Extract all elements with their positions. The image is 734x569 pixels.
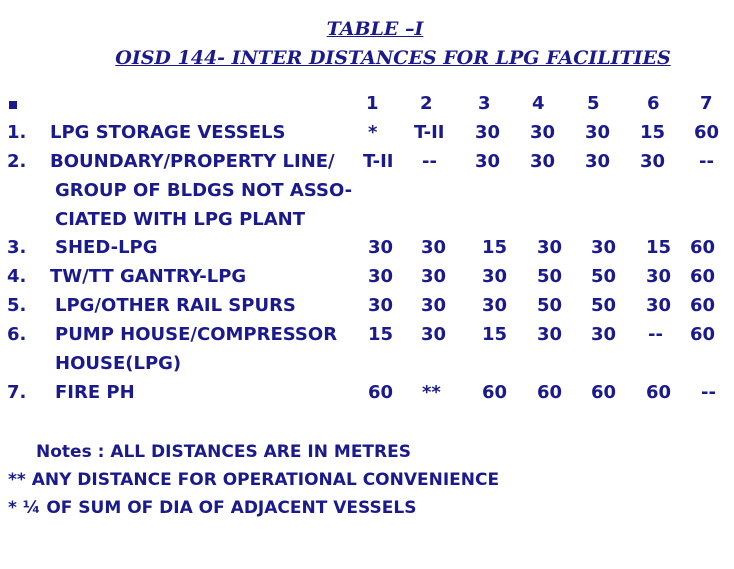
table-cell: 15 <box>368 324 394 345</box>
row-label: BOUNDARY/PROPERTY LINE/ <box>50 151 335 172</box>
table-cell: 60 <box>368 382 394 403</box>
table-cell: 15 <box>482 324 508 345</box>
table-cell: T-II <box>414 122 445 143</box>
table-cell: 60 <box>690 295 716 316</box>
table-cell: 60 <box>646 382 672 403</box>
note-double-asterisk: ** ANY DISTANCE FOR OPERATIONAL CONVENIENCE <box>8 470 500 490</box>
row-label: LPG STORAGE VESSELS <box>50 122 286 143</box>
table-cell: 30 <box>475 151 501 172</box>
row-label: TW/TT GANTRY-LPG <box>50 266 247 287</box>
table-cell: 60 <box>694 122 720 143</box>
table-cell: 30 <box>591 324 617 345</box>
row-label: LPG/OTHER RAIL SPURS <box>55 295 296 316</box>
row-number: 5. <box>7 295 27 316</box>
table-cell: 30 <box>585 151 611 172</box>
bullet-icon <box>9 101 17 109</box>
column-header: 2 <box>420 93 433 114</box>
table-cell: 50 <box>591 266 617 287</box>
table-cell: 15 <box>482 237 508 258</box>
row-number: 7. <box>7 382 27 403</box>
table-cell: * <box>368 122 378 143</box>
row-number: 4. <box>7 266 27 287</box>
column-header: 1 <box>366 93 379 114</box>
table-cell: 30 <box>537 237 563 258</box>
table-cell: 30 <box>646 295 672 316</box>
table-cell: 30 <box>530 151 556 172</box>
table-cell: 30 <box>421 295 447 316</box>
table-cell: 50 <box>537 295 563 316</box>
table-cell: 60 <box>690 237 716 258</box>
column-header: 7 <box>700 93 713 114</box>
table-cell: -- <box>648 324 663 345</box>
row-number: 6. <box>7 324 27 345</box>
table-cell: 30 <box>530 122 556 143</box>
table-cell: -- <box>422 151 437 172</box>
table-cell: 30 <box>368 237 394 258</box>
row-number: 2. <box>7 151 27 172</box>
table-cell: 30 <box>646 266 672 287</box>
table-cell: 15 <box>640 122 666 143</box>
table-cell: 30 <box>585 122 611 143</box>
table-cell: 30 <box>591 237 617 258</box>
table-cell: 60 <box>690 324 716 345</box>
row-label: PUMP HOUSE/COMPRESSOR <box>55 324 338 345</box>
table-cell: 30 <box>482 295 508 316</box>
table-cell: 60 <box>537 382 563 403</box>
table-cell: 30 <box>537 324 563 345</box>
table-cell: 30 <box>421 237 447 258</box>
table-cell: 60 <box>591 382 617 403</box>
table-cell: 30 <box>421 324 447 345</box>
column-header: 3 <box>478 93 491 114</box>
table-cell: 15 <box>646 237 672 258</box>
note-single-asterisk: * ¼ OF SUM OF DIA OF ADJACENT VESSELS <box>8 498 417 518</box>
table-cell: 30 <box>475 122 501 143</box>
table-cell: 50 <box>537 266 563 287</box>
row-number: 1. <box>7 122 27 143</box>
table-cell: T-II <box>363 151 394 172</box>
row-number: 3. <box>7 237 27 258</box>
row-label: FIRE PH <box>55 382 135 403</box>
column-header: 4 <box>532 93 545 114</box>
column-header: 5 <box>587 93 600 114</box>
table-cell: 50 <box>591 295 617 316</box>
row-label: GROUP OF BLDGS NOT ASSO- <box>55 180 353 201</box>
note-units: Notes : ALL DISTANCES ARE IN METRES <box>36 442 411 462</box>
table-cell: 60 <box>690 266 716 287</box>
table-cell: -- <box>701 382 716 403</box>
table-cell: 30 <box>368 266 394 287</box>
row-label: SHED-LPG <box>55 237 158 258</box>
table-cell: 30 <box>640 151 666 172</box>
table-subtitle: OISD 144- INTER DISTANCES FOR LPG FACILITIES <box>115 47 671 69</box>
row-label: CIATED WITH LPG PLANT <box>55 209 306 230</box>
table-title: TABLE –I <box>326 18 424 40</box>
table-cell: 30 <box>482 266 508 287</box>
table-cell: 30 <box>368 295 394 316</box>
table-cell: 30 <box>421 266 447 287</box>
row-label: HOUSE(LPG) <box>55 353 182 374</box>
table-cell: 60 <box>482 382 508 403</box>
column-header: 6 <box>647 93 660 114</box>
table-cell: -- <box>699 151 714 172</box>
table-cell: ** <box>422 382 441 403</box>
